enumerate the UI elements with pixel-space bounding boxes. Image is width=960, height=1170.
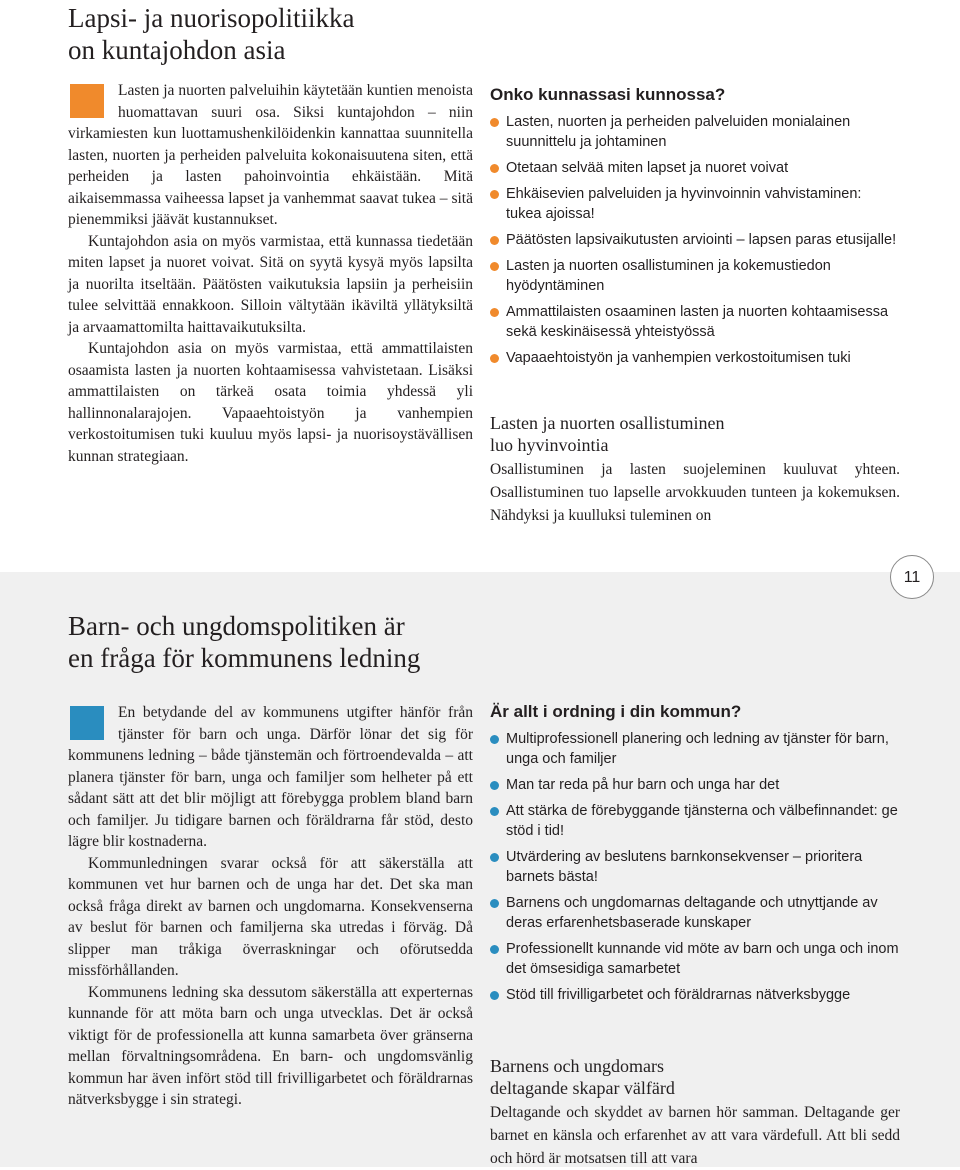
list-item	[490, 801, 900, 841]
finnish-body	[68, 80, 473, 467]
swedish-box-heading: Är allt i ordning i din kommun?	[490, 702, 742, 721]
finnish-checklist-box	[490, 84, 900, 374]
swedish-title-line2: en fråga för kommunens ledning	[68, 643, 421, 673]
orange-bullet-icon	[490, 354, 499, 363]
list-item-text: Lasten, nuorten ja perheiden palveluiden monialainen suunnittelu ja johtaminen	[506, 114, 851, 150]
list-item-text: Stöd till frivilligarbetet och föräldrarnas nätverksbygge	[506, 987, 851, 1003]
finnish-subheading-line1: Lasten ja nuorten osallistuminen	[490, 413, 725, 433]
blue-bullet-icon	[490, 853, 499, 862]
finnish-bullet-list	[490, 112, 900, 368]
finnish-subheading-line2: luo hyvinvointia	[490, 435, 609, 455]
finnish-paragraph: Kuntajohdon asia on myös varmistaa, että ammattilaisten osaamista lasten ja nuorten kohtaamisessa vahvistetaan. Lisäksi ammattilaisten on tärkeä osata toimia yhdessä yli hallinnonalarajojen. Vapaaehtoistyön ja vanhempien verkostoitumisen tuki kuuluu myös lapsi- ja nuorisoystävällisen kunnan strategiaan.	[68, 340, 473, 465]
list-item	[490, 893, 900, 933]
swedish-title-line1: Barn- och ungdomspolitiken är	[68, 611, 405, 641]
swedish-subsection-text: Deltagande och skyddet av barnen hör samman. Deltagande ger barnet en känsla och erfarenhet av att vara värdefull. Att bli sedd och hörd är motsatsen till att vara	[490, 1104, 900, 1167]
swedish-subheading-line2: deltagande skapar välfärd	[490, 1078, 675, 1098]
list-item	[490, 302, 900, 342]
finnish-box-heading: Onko kunnassasi kunnossa?	[490, 85, 726, 104]
list-item-text: Att stärka de förebyggande tjänsterna och välbefinnandet: ge stöd i tid!	[506, 803, 898, 839]
swedish-paragraph: Kommunens ledning ska dessutom säkerställa att experternas kunnande för att möta barn och unga utvecklas. Det är också viktigt för de professionella att kunna samarbeta över gränserna mellan förvaltningsområdena. En barn- och ungdomsvänlig kommun har även infört stöd till frivilligarbetet och föräldrarnas nätverksbygge i sin strategi.	[68, 983, 473, 1108]
list-item-text: Barnens och ungdomarnas deltagande och utnyttjande av deras erfarenhetsbaserade kunskaper	[506, 895, 878, 931]
orange-bullet-icon	[490, 262, 499, 271]
finnish-subsection	[490, 412, 900, 527]
finnish-paragraph: Kuntajohdon asia on myös varmistaa, että kunnassa tiedetään miten lapset ja nuoret voivat. Sitä on syytä kysyä myös lapsilta ja nuorilta itseltään. Päätösten vaikutuksia lapsiin ja perheisiin tulee selvittää ennakkoon. Silloin vältytään ikäviltä yllätyksiltä ja arvaamattomilta haittavaikutuksilta.	[68, 232, 473, 336]
swedish-subsection	[490, 1055, 900, 1170]
finnish-subsection-text: Osallistuminen ja lasten suojeleminen kuuluvat yhteen. Osallistuminen tuo lapselle arvokkuuden tunteen ja kokemuksen. Nähdyksi ja kuulluksi tuleminen on	[490, 461, 900, 524]
list-item-text: Ammattilaisten osaaminen lasten ja nuorten kohtaamisessa sekä keskinäisessä yhteistyössä	[506, 304, 889, 340]
list-item-text: Otetaan selvää miten lapset ja nuoret voivat	[506, 160, 789, 176]
blue-bullet-icon	[490, 807, 499, 816]
finnish-paragraph: Lasten ja nuorten palveluihin käytetään kuntien menoista huomattavan suuri osa. Siksi kuntajohdon – niin virkamiesten kun luottamushenkilöidenkin kannattaa suunnitella lasten, nuorten ja perheiden palveluita kokonaisuutena siten, että perheiden ja lasten pahoinvointia ehkäistään. Mitä aikaisemmassa vaiheessa lapset ja vanhemmat saavat tukea – sitä pienemmiksi jäävät kustannukset.	[68, 82, 473, 228]
blue-bullet-icon	[490, 899, 499, 908]
list-item-text: Man tar reda på hur barn och unga har det	[506, 777, 780, 793]
swedish-title	[68, 610, 420, 674]
orange-square-marker	[70, 84, 104, 118]
list-item	[490, 348, 900, 368]
finnish-section	[0, 0, 960, 572]
finnish-title-line1: Lapsi- ja nuorisopolitiikka	[68, 3, 355, 33]
list-item-text: Ehkäisevien palveluiden ja hyvinvoinnin vahvistaminen: tukea ajoissa!	[506, 186, 862, 222]
list-item-text: Vapaaehtoistyön ja vanhempien verkostoitumisen tuki	[506, 350, 851, 366]
list-item	[490, 112, 900, 152]
orange-bullet-icon	[490, 236, 499, 245]
blue-bullet-icon	[490, 735, 499, 744]
swedish-body	[68, 702, 473, 1111]
blue-bullet-icon	[490, 945, 499, 954]
blue-square-marker	[70, 706, 104, 740]
page-number: 11	[890, 555, 934, 599]
list-item-text: Professionellt kunnande vid möte av barn och unga och inom det ömsesidiga samarbetet	[506, 941, 899, 977]
blue-bullet-icon	[490, 781, 499, 790]
list-item	[490, 230, 900, 250]
list-item	[490, 985, 900, 1005]
list-item-text: Utvärdering av beslutens barnkonsekvenser – prioritera barnets bästa!	[506, 849, 863, 885]
list-item	[490, 184, 900, 224]
swedish-paragraph: Kommunledningen svarar också för att säkerställa att kommunen vet hur barnen och de unga har det. Det ska man också fråga direkt av barnen och ungdomarna. Konsekvenserna av beslut för barnen och familjerna ska utredas i förväg. Då slipper man tråkiga överraskningar och oförutsedda missförhållanden.	[68, 854, 473, 979]
orange-bullet-icon	[490, 190, 499, 199]
finnish-title	[68, 2, 354, 66]
list-item-text: Lasten ja nuorten osallistuminen ja kokemustiedon hyödyntäminen	[506, 258, 831, 294]
list-item	[490, 256, 900, 296]
swedish-bullet-list	[490, 729, 900, 1005]
orange-bullet-icon	[490, 164, 499, 173]
swedish-subsection-heading	[490, 1055, 900, 1099]
swedish-paragraph: En betydande del av kommunens utgifter hänför från tjänster för barn och unga. Därför lönar det sig för kommunens ledning – både tjänstemän och förtroendevalda – att planera tjänster för barn, unga och familjer som helheter på ett sådant sätt att det blir möjligt att förebygga problem bland barn och familjer. Ju tidigare barnen och föräldrarna får stöd, desto lägre blir kostnaderna.	[68, 704, 473, 850]
list-item	[490, 775, 900, 795]
swedish-checklist-box	[490, 701, 900, 1011]
orange-bullet-icon	[490, 118, 499, 127]
list-item-text: Päätösten lapsivaikutusten arviointi – lapsen paras etusijalle!	[506, 232, 897, 248]
list-item-text: Multiprofessionell planering och ledning av tjänster för barn, unga och familjer	[506, 731, 889, 767]
list-item	[490, 158, 900, 178]
finnish-title-line2: on kuntajohdon asia	[68, 35, 286, 65]
orange-bullet-icon	[490, 308, 499, 317]
finnish-subsection-heading	[490, 412, 900, 456]
swedish-section	[0, 572, 960, 1167]
swedish-subheading-line1: Barnens och ungdomars	[490, 1056, 664, 1076]
list-item	[490, 847, 900, 887]
list-item	[490, 729, 900, 769]
blue-bullet-icon	[490, 991, 499, 1000]
list-item	[490, 939, 900, 979]
